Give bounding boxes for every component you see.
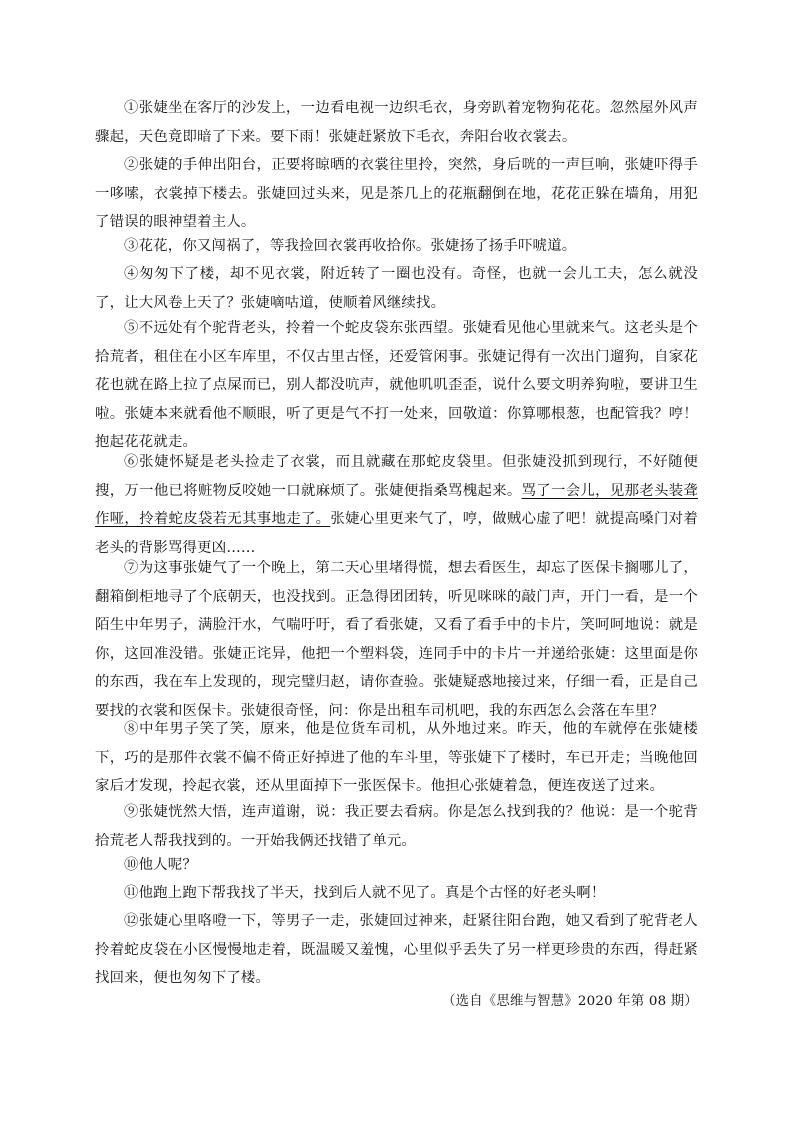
paragraph-1: ①张婕坐在客厅的沙发上，一边看电视一边织毛衣，身旁趴着宠物狗花花。忽然屋外风声骤起，天色竟即暗了下来。要下雨！张婕赶紧放下毛衣，奔阳台收衣裳去。 bbox=[95, 100, 698, 145]
paragraph-3: ③花花，你又闯祸了，等我捡回衣裳再收拾你。张婕扬了扬手吓唬道。 bbox=[124, 238, 577, 254]
paragraph-8: ⑧中年男子笑了笑，原来，他是位货车司机，从外地过来。昨天，他的车就停在张婕楼下，巧的是那件衣裳不偏不倚正好掉进了他的车斗里，等张婕下了楼时，车已开走；当晚他回家后才发现，拎起衣裳，还从里面掉下一张医保卡。他担心张婕着急，便连夜送了过来。 bbox=[95, 721, 698, 795]
paragraph-6 bbox=[95, 448, 698, 562]
paragraph-12: ⑫张婕心里咯噔一下，等男子一走，张婕回过神来，赶紧往阳台跑，她又看到了驼背老人拎着蛇皮袋在小区慢慢地走着，既温暖又羞愧，心里似乎丢失了另一样更珍贵的东西，得赶紧找回来，便也匆匆下了楼。 bbox=[95, 913, 698, 987]
paragraph-10: ⑩他人呢？ bbox=[124, 857, 197, 873]
paragraph-6-text-a: ⑥张婕怀疑是老头捡走了衣裳，而且就藏在那蛇皮袋里。但张婕没抓到现行，不好随便搜，万一他已将赃物反咬她一口就麻烦了。张婕便指桑骂槐起来。 bbox=[95, 454, 698, 499]
paragraph-9: ⑨张婕恍然大悟，连声道谢，说：我正要去看病。你是怎么找到我的？他说：是一个驼背拾荒老人帮我找到的。一开始我俩还找错了单元。 bbox=[95, 804, 698, 849]
paragraph-6-underlined-sentence: 骂了一会儿，见那老头装聋作哑，拎着蛇皮袋若无其事地走了。 bbox=[95, 482, 698, 528]
paragraph-4: ④匆匆下了楼，却不见衣裳，附近转了一圈也没有。奇怪，也就一会儿工夫，怎么就没了，让大风卷上天了？张婕嘀咕道，使顺着风继续找。 bbox=[95, 266, 698, 311]
paragraph-5: ⑤不远处有个驼背老头，拎着一个蛇皮袋东张西望。张婕看见他心里就来气。这老头是个拾荒者，租住在小区车库里，不仅古里古怪，还爱管闲事。张婕记得有一次出门遛狗，自家花花也就在路上拉了点屎而已，别人都没吭声，就他叽叽歪歪，说什么要文明养狗啦，要讲卫生啦。张婕本来就看他不顺眼，听了更是气不打一处来，回敬道：你算哪根葱，也配管我？哼！抱起花花就走。 bbox=[95, 320, 698, 451]
paragraph-6-text-b: 张婕心里更来气了，哼，做贼心虚了吧！就提高嗓门对着老头的背影骂得更凶…… bbox=[95, 511, 698, 556]
paragraph-2: ②张婕的手伸出阳台，正要将晾晒的衣裳往里拎，突然，身后咣的一声巨响，张婕吓得手一哆嗦，衣裳掉下楼去。张婕回过头来，见是茶几上的花瓶翻倒在地，花花正躲在墙角，用犯了错误的眼神望着主人。 bbox=[95, 157, 698, 231]
paragraph-7: ⑦为这事张婕气了一个晚上，第二天心里堵得慌，想去看医生，却忘了医保卡搁哪儿了，翻箱倒柜地寻了个底朝天，也没找到。正急得团团转，听见咪咪的敲门声，开门一看，是一个陌生中年男子，满脸汗水，气喘吁吁，看了看张婕，又看了看手中的卡片，笑呵呵地说：就是你，这回准没错。张婕正诧异，他把一个塑料袋，连同手中的卡片一并递给张婕：这里面是你的东西，我在车上发现的，现完璧归赵，请你查验。张婕疑惑地接过来，仔细一看，正是自己要找的衣裳和医保卡。张婕很奇怪，问：你是出租车司机吧，我的东西怎么会落在车里？ bbox=[95, 560, 698, 719]
source-citation: （选自《思维与智慧》2020 年第 08 期） bbox=[442, 994, 698, 1009]
paragraph-11: ⑪他跑上跑下帮我找了半天，找到后人就不见了。真是个古怪的好老头啊！ bbox=[124, 885, 606, 901]
